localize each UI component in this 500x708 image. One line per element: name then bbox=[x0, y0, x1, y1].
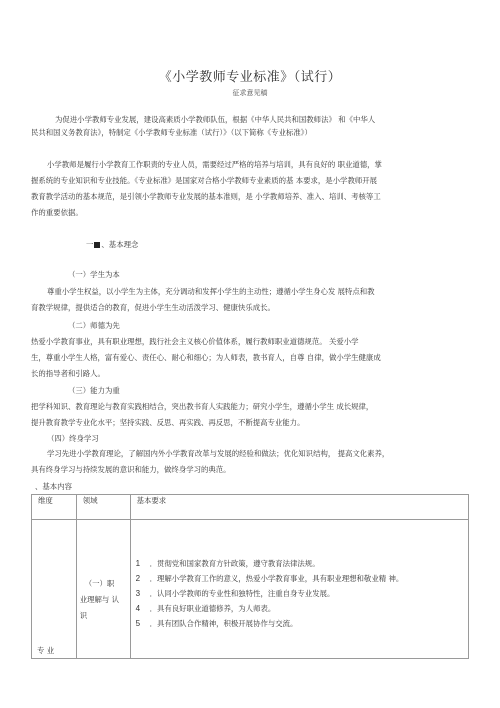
para2-line-1: 小学教师是履行小学教育工作职责的专业人员，需要经过严格的培养与培训，具有良好的 职业道德，掌 bbox=[47, 160, 382, 169]
square-bullet-icon bbox=[94, 242, 100, 248]
requirements-cell bbox=[130, 520, 468, 659]
domain-cell bbox=[76, 520, 130, 659]
idea-1-line-1: 尊重小学生权益，以小学生为主体，充分调动和发挥小学生的主动性；遵循小学生身心发 展特点和教 bbox=[47, 287, 375, 296]
dimension-cell bbox=[32, 520, 77, 659]
header-requirements: 基本要求 bbox=[130, 495, 468, 520]
list-item: 3 ．认同小学教师的专业性和独特性，注重自身专业发展。 bbox=[135, 589, 335, 598]
para2-line-2: 握系统的专业知识和专业技能。《专业标准》是国家对合格小学教师专业素质的基 本要求，是小学教师开展 bbox=[31, 176, 378, 185]
requirements-table bbox=[31, 494, 469, 659]
list-item: 1 ．贯彻党和国家教育方针政策，遵守教育法律法规。 bbox=[135, 559, 320, 568]
header-dimension: 维度 bbox=[32, 495, 77, 520]
idea-2-line-2: 生，尊重小学生人格，富有爱心、责任心、耐心和细心；为人师表，教书育人，自尊 自律，做小学生健康成 bbox=[31, 353, 381, 362]
domain-line-2: 业理解与 认 bbox=[79, 595, 120, 604]
header-domain: 领域 bbox=[76, 495, 130, 520]
idea-2-line-1: 热爱小学教育事业，具有职业理想，践行社会主义核心价值体系，履行教师职业道德规范。 关爱小学 bbox=[31, 337, 359, 346]
domain-line-3: 识 bbox=[79, 611, 88, 620]
idea-1-line-2: 育教学规律，提供适合的教育，促进小学生生动活泼学习、健康快乐成长。 bbox=[31, 303, 275, 312]
table-header-row bbox=[32, 495, 469, 520]
list-item: 2 ．理解小学教育工作的意义，热爱小学教育事业，具有职业理想和敬业精 神。 bbox=[135, 574, 404, 583]
idea-3-line-2: 提升教育教学专业化水平；坚持实践、反思、再实践、再反思，不断提高专业能力。 bbox=[31, 418, 305, 427]
idea-heading-3: （三）能力为重 bbox=[68, 386, 120, 395]
document-subtitle: 征求意见稿 bbox=[232, 89, 268, 97]
idea-heading-4: （四）终身学习 bbox=[47, 434, 99, 443]
domain-line-1: （一）职 bbox=[84, 579, 115, 588]
idea-heading-1: （一）学生为本 bbox=[68, 270, 120, 279]
idea-4-line-2: 具有终身学习与持续发展的意识和能力，做终身学习的典范。 bbox=[31, 465, 231, 474]
section-heading-basic-ideas bbox=[86, 239, 138, 250]
intro-line-1: 为促进小学教师专业发展，建设高素质小学教师队伍，根据《中华人民共和国教师法》 和《中华人 bbox=[55, 115, 376, 124]
idea-2-line-3: 长的指导者和引路人。 bbox=[31, 369, 105, 378]
section-label: 、基本理念 bbox=[101, 240, 139, 249]
section-number: 一 bbox=[86, 240, 94, 249]
dimension-label: 专 业 bbox=[37, 646, 55, 655]
intro-line-2: 民共和国义务教育法》，特制定《小学教师专业标准（试行）》（以下简称《专业标准》） bbox=[31, 128, 312, 137]
para2-line-3: 教育教学活动的基本规范，是引领小学教师专业发展的基本准则，是 小学教师培养、准入、培训、考核等工 bbox=[31, 192, 381, 201]
idea-heading-2: （二）师德为先 bbox=[68, 321, 120, 330]
table-row bbox=[32, 520, 469, 659]
para2-line-4: 作的重要依据。 bbox=[31, 208, 83, 217]
idea-3-line-1: 把学科知识、教育理论与教育实践相结合，突出教书育人实践能力；研究小学生，遵循小学生 成长规律， bbox=[31, 402, 374, 411]
section-heading-basic-content: 、基本内容 bbox=[35, 482, 72, 491]
list-item: 4 ．具有良好职业道德修养，为人师表。 bbox=[135, 604, 276, 613]
list-item: 5 ．具有团队合作精神，积极开展协作与交流。 bbox=[135, 619, 298, 628]
idea-4-line-1: 学习先进小学教育理论，了解国内外小学教育改革与发展的经验和做法；优化知识结构， 提高文化素养， bbox=[47, 449, 390, 458]
document-title: 《小学教师专业标准》（试行） bbox=[158, 70, 342, 85]
